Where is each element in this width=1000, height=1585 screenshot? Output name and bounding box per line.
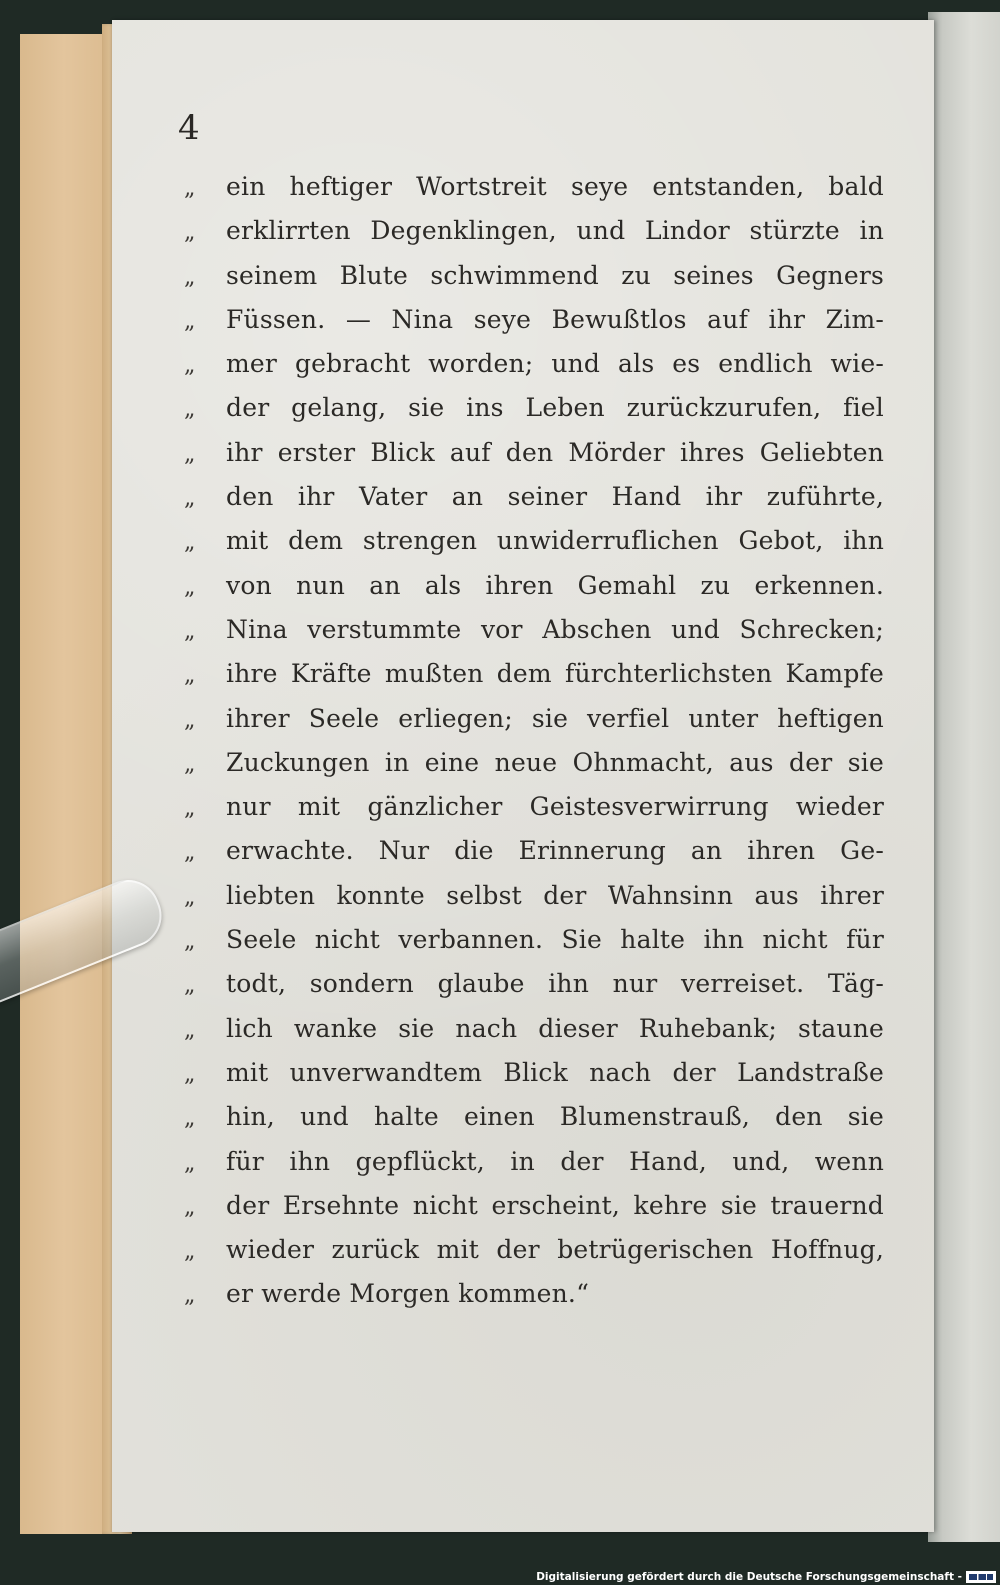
line-text: lich wanke sie nach dieser Ruhebank; staune [226, 1013, 884, 1043]
quote-mark: „ [184, 840, 196, 866]
line-text: Füssen. — Nina seye Bewußtlos auf ihr Zim- [226, 304, 884, 334]
text-line [184, 881, 884, 925]
text-line [184, 925, 884, 969]
page-number: 4 [178, 108, 200, 148]
quote-mark: „ [184, 220, 196, 246]
line-text: der gelang, sie ins Leben zurückzurufen, fiel [226, 393, 884, 423]
text-line [184, 1014, 884, 1058]
line-text: liebten konnte selbst der Wahnsinn aus ihrer [226, 880, 884, 910]
line-text: wieder zurück mit der betrügerischen Hoffnug, [226, 1235, 884, 1265]
quote-mark: „ [184, 1061, 196, 1087]
line-text: den ihr Vater an seiner Hand ihr zuführte, [226, 482, 884, 512]
line-text: seinem Blute schwimmend zu seines Gegners [226, 260, 884, 290]
text-line [184, 969, 884, 1013]
line-text: von nun an als ihren Gemahl zu erkennen. [226, 570, 884, 600]
quote-mark: „ [184, 1106, 196, 1132]
line-text: nur mit gänzlicher Geistesverwirrung wieder [226, 792, 884, 822]
line-text: Zuckungen in eine neue Ohnmacht, aus der sie [226, 747, 884, 777]
quote-mark: „ [184, 707, 196, 733]
text-line [184, 571, 884, 615]
line-text: ihrer Seele erliegen; sie verfiel unter heftigen [226, 703, 884, 733]
page-text [184, 172, 884, 1324]
text-line [184, 659, 884, 703]
quote-mark: „ [184, 1283, 196, 1309]
text-line [184, 836, 884, 880]
line-text: er werde Morgen kommen.“ [226, 1279, 590, 1309]
text-line [184, 615, 884, 659]
text-line [184, 349, 884, 393]
text-line [184, 1235, 884, 1279]
quote-mark: „ [184, 973, 196, 999]
text-line [184, 261, 884, 305]
line-text: mer gebracht worden; und als es endlich wie- [226, 349, 884, 379]
line-text: erwachte. Nur die Erinnerung an ihren Ge- [226, 836, 884, 866]
text-line [184, 482, 884, 526]
quote-mark: „ [184, 796, 196, 822]
text-line [184, 792, 884, 836]
digitization-credit [536, 1571, 996, 1583]
text-line [184, 216, 884, 260]
quote-mark: „ [184, 1239, 196, 1265]
quote-mark: „ [184, 353, 196, 379]
quote-mark: „ [184, 176, 196, 201]
line-text: für ihn gepflückt, in der Hand, und, wenn [226, 1146, 884, 1176]
facing-page-edge [928, 12, 1000, 1542]
dfg-logo-icon [966, 1571, 996, 1583]
line-text: ihr erster Blick auf den Mörder ihres Geliebten [226, 437, 884, 467]
line-text: hin, und halte einen Blumenstrauß, den sie [226, 1102, 884, 1132]
line-text: der Ersehnte nicht erscheint, kehre sie trauernd [226, 1190, 884, 1220]
text-line [184, 704, 884, 748]
quote-mark: „ [184, 618, 196, 644]
text-line [184, 393, 884, 437]
line-text: Nina verstummte vor Abschen und Schrecken; [226, 614, 884, 644]
quote-mark: „ [184, 751, 196, 777]
quote-mark: „ [184, 397, 196, 423]
text-line [184, 1191, 884, 1235]
quote-mark: „ [184, 663, 196, 689]
text-line [184, 1147, 884, 1191]
text-line [184, 305, 884, 349]
text-line [184, 1102, 884, 1146]
text-line [184, 526, 884, 570]
quote-mark: „ [184, 308, 196, 334]
quote-mark: „ [184, 1017, 196, 1043]
quote-mark: „ [184, 1194, 196, 1220]
quote-mark: „ [184, 929, 196, 955]
line-text: mit unverwandtem Blick nach der Landstraße [226, 1057, 884, 1087]
text-line [184, 1279, 884, 1323]
quote-mark: „ [184, 264, 196, 290]
line-text: Seele nicht verbannen. Sie halte ihn nicht für [226, 925, 884, 955]
line-text: erklirrten Degenklingen, und Lindor stürzte in [226, 216, 884, 246]
line-text: mit dem strengen unwiderruflichen Gebot, ihn [226, 526, 884, 556]
credit-text: Digitalisierung gefördert durch die Deutsche Forschungsgemeinschaft - [536, 1571, 962, 1583]
text-line [184, 438, 884, 482]
line-text: ein heftiger Wortstreit seye entstanden, bald [226, 172, 884, 201]
text-line [184, 1058, 884, 1102]
quote-mark: „ [184, 530, 196, 556]
text-line [184, 172, 884, 216]
text-line [184, 748, 884, 792]
quote-mark: „ [184, 486, 196, 512]
line-text: todt, sondern glaube ihn nur verreiset. Täg- [226, 969, 884, 999]
book-page [112, 20, 934, 1532]
quote-mark: „ [184, 1150, 196, 1176]
quote-mark: „ [184, 574, 196, 600]
line-text: ihre Kräfte mußten dem fürchterlichsten Kampfe [226, 659, 884, 689]
quote-mark: „ [184, 884, 196, 910]
quote-mark: „ [184, 441, 196, 467]
